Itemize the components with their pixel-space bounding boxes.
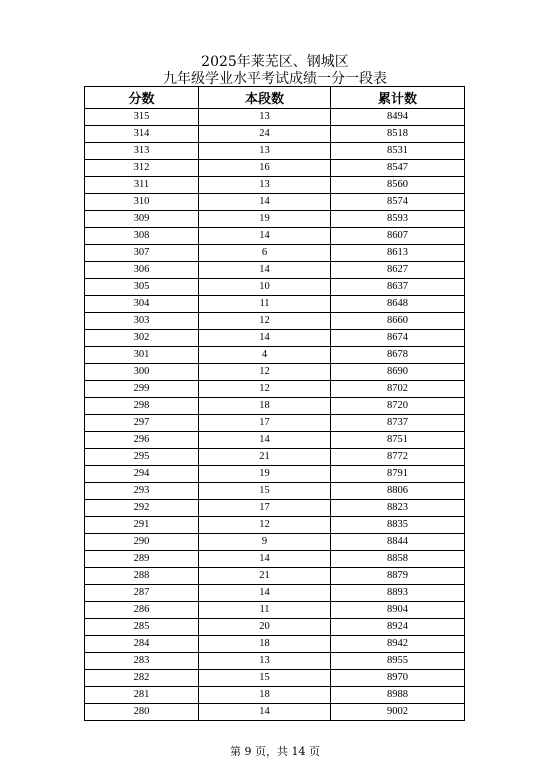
cell-score: 281: [85, 687, 199, 704]
cell-cumulative-count: 8942: [331, 636, 465, 653]
score-distribution-table: [84, 86, 465, 721]
cell-score: 309: [85, 211, 199, 228]
cell-score: 291: [85, 517, 199, 534]
cell-cumulative-count: 8970: [331, 670, 465, 687]
cell-cumulative-count: 8835: [331, 517, 465, 534]
cell-score: 298: [85, 398, 199, 415]
document-title-line2: 九年级学业水平考试成绩一分一段表: [163, 71, 387, 87]
cell-segment-count: 20: [199, 619, 331, 636]
cell-segment-count: 21: [199, 568, 331, 585]
cell-score: 290: [85, 534, 199, 551]
cell-score: 303: [85, 313, 199, 330]
cell-cumulative-count: 8879: [331, 568, 465, 585]
table-header-row: [85, 87, 465, 109]
cell-segment-count: 18: [199, 687, 331, 704]
cell-segment-count: 17: [199, 500, 331, 517]
cell-cumulative-count: 8494: [331, 109, 465, 126]
cell-cumulative-count: 8720: [331, 398, 465, 415]
cell-score: 300: [85, 364, 199, 381]
cell-segment-count: 17: [199, 415, 331, 432]
cell-cumulative-count: 8988: [331, 687, 465, 704]
cell-cumulative-count: 8955: [331, 653, 465, 670]
cell-score: 295: [85, 449, 199, 466]
page-footer: 第 9 页，共 14 页: [230, 745, 320, 758]
cell-score: 293: [85, 483, 199, 500]
cell-segment-count: 11: [199, 602, 331, 619]
table-row: [85, 296, 465, 313]
cell-cumulative-count: 8893: [331, 585, 465, 602]
table-row: [85, 585, 465, 602]
table-body: [85, 109, 465, 721]
cell-segment-count: 15: [199, 670, 331, 687]
cell-segment-count: 14: [199, 551, 331, 568]
table-row: [85, 313, 465, 330]
table-row: [85, 653, 465, 670]
cell-segment-count: 21: [199, 449, 331, 466]
cell-cumulative-count: 8737: [331, 415, 465, 432]
table-row: [85, 670, 465, 687]
header-cumulative-count: 累计数: [331, 87, 465, 109]
cell-score: 297: [85, 415, 199, 432]
table-row: [85, 262, 465, 279]
cell-score: 311: [85, 177, 199, 194]
cell-score: 313: [85, 143, 199, 160]
cell-segment-count: 18: [199, 398, 331, 415]
header-score: 分数: [85, 87, 199, 109]
cell-segment-count: 12: [199, 313, 331, 330]
cell-segment-count: 15: [199, 483, 331, 500]
cell-cumulative-count: 8702: [331, 381, 465, 398]
cell-segment-count: 10: [199, 279, 331, 296]
table-row: [85, 228, 465, 245]
cell-segment-count: 13: [199, 653, 331, 670]
cell-score: 302: [85, 330, 199, 347]
cell-score: 292: [85, 500, 199, 517]
table-row: [85, 432, 465, 449]
cell-cumulative-count: 8560: [331, 177, 465, 194]
table-row: [85, 500, 465, 517]
cell-cumulative-count: 8844: [331, 534, 465, 551]
cell-score: 280: [85, 704, 199, 721]
cell-cumulative-count: 8924: [331, 619, 465, 636]
table-row: [85, 126, 465, 143]
cell-score: 299: [85, 381, 199, 398]
table-row: [85, 704, 465, 721]
cell-segment-count: 14: [199, 262, 331, 279]
cell-segment-count: 12: [199, 517, 331, 534]
cell-score: 284: [85, 636, 199, 653]
cell-segment-count: 6: [199, 245, 331, 262]
cell-score: 306: [85, 262, 199, 279]
cell-cumulative-count: 8607: [331, 228, 465, 245]
table-row: [85, 534, 465, 551]
table-row: [85, 347, 465, 364]
table-row: [85, 449, 465, 466]
cell-score: 283: [85, 653, 199, 670]
table-row: [85, 279, 465, 296]
table-row: [85, 211, 465, 228]
header-segment-count: 本段数: [199, 87, 331, 109]
table-row: [85, 687, 465, 704]
table-row: [85, 466, 465, 483]
cell-score: 305: [85, 279, 199, 296]
cell-segment-count: 11: [199, 296, 331, 313]
cell-cumulative-count: 8531: [331, 143, 465, 160]
table-row: [85, 602, 465, 619]
table-row: [85, 619, 465, 636]
cell-cumulative-count: 8593: [331, 211, 465, 228]
cell-score: 286: [85, 602, 199, 619]
cell-cumulative-count: 8674: [331, 330, 465, 347]
table-row: [85, 194, 465, 211]
table-row: [85, 364, 465, 381]
cell-segment-count: 19: [199, 466, 331, 483]
cell-score: 282: [85, 670, 199, 687]
cell-segment-count: 14: [199, 228, 331, 245]
cell-segment-count: 9: [199, 534, 331, 551]
cell-segment-count: 18: [199, 636, 331, 653]
cell-score: 296: [85, 432, 199, 449]
cell-cumulative-count: 8660: [331, 313, 465, 330]
cell-cumulative-count: 8806: [331, 483, 465, 500]
table-row: [85, 177, 465, 194]
cell-score: 312: [85, 160, 199, 177]
cell-score: 287: [85, 585, 199, 602]
cell-cumulative-count: 8627: [331, 262, 465, 279]
cell-score: 308: [85, 228, 199, 245]
cell-cumulative-count: 8858: [331, 551, 465, 568]
cell-score: 304: [85, 296, 199, 313]
document-title-line1: 2025年莱芜区、钢城区: [201, 54, 349, 70]
cell-cumulative-count: 8648: [331, 296, 465, 313]
cell-cumulative-count: 8637: [331, 279, 465, 296]
cell-segment-count: 14: [199, 704, 331, 721]
cell-segment-count: 12: [199, 364, 331, 381]
cell-cumulative-count: 9002: [331, 704, 465, 721]
cell-cumulative-count: 8823: [331, 500, 465, 517]
cell-segment-count: 13: [199, 177, 331, 194]
table-row: [85, 109, 465, 126]
cell-score: 288: [85, 568, 199, 585]
cell-score: 310: [85, 194, 199, 211]
table-row: [85, 330, 465, 347]
cell-segment-count: 13: [199, 109, 331, 126]
cell-score: 307: [85, 245, 199, 262]
cell-segment-count: 14: [199, 585, 331, 602]
table-row: [85, 245, 465, 262]
table-row: [85, 551, 465, 568]
table-row: [85, 517, 465, 534]
table-row: [85, 568, 465, 585]
cell-cumulative-count: 8547: [331, 160, 465, 177]
cell-segment-count: 13: [199, 143, 331, 160]
cell-segment-count: 14: [199, 330, 331, 347]
table-row: [85, 483, 465, 500]
cell-cumulative-count: 8613: [331, 245, 465, 262]
cell-cumulative-count: 8678: [331, 347, 465, 364]
table-row: [85, 636, 465, 653]
cell-cumulative-count: 8791: [331, 466, 465, 483]
cell-segment-count: 14: [199, 432, 331, 449]
cell-segment-count: 24: [199, 126, 331, 143]
cell-segment-count: 19: [199, 211, 331, 228]
cell-segment-count: 12: [199, 381, 331, 398]
cell-score: 289: [85, 551, 199, 568]
table-row: [85, 415, 465, 432]
cell-cumulative-count: 8904: [331, 602, 465, 619]
cell-score: 314: [85, 126, 199, 143]
table-row: [85, 381, 465, 398]
cell-cumulative-count: 8751: [331, 432, 465, 449]
cell-score: 294: [85, 466, 199, 483]
cell-score: 315: [85, 109, 199, 126]
cell-cumulative-count: 8772: [331, 449, 465, 466]
cell-segment-count: 16: [199, 160, 331, 177]
table-row: [85, 143, 465, 160]
cell-cumulative-count: 8574: [331, 194, 465, 211]
cell-cumulative-count: 8518: [331, 126, 465, 143]
cell-segment-count: 14: [199, 194, 331, 211]
cell-score: 285: [85, 619, 199, 636]
cell-score: 301: [85, 347, 199, 364]
table-row: [85, 160, 465, 177]
cell-segment-count: 4: [199, 347, 331, 364]
cell-cumulative-count: 8690: [331, 364, 465, 381]
table-row: [85, 398, 465, 415]
